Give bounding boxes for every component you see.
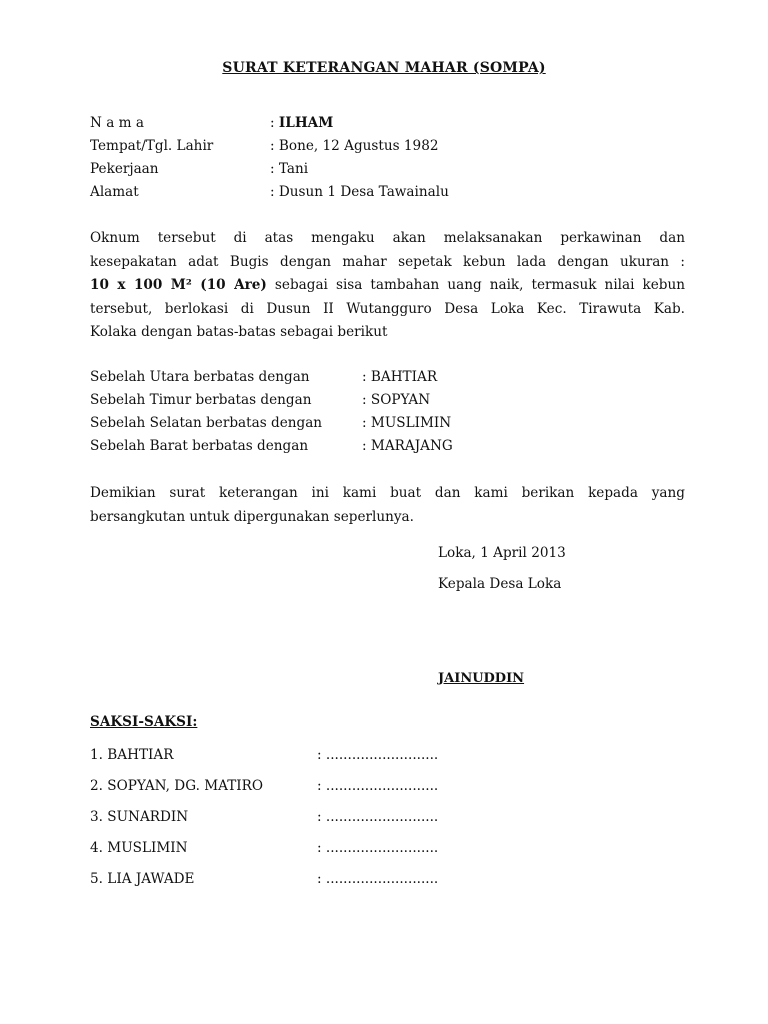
signature-position: Kepala Desa Loka: [438, 576, 562, 592]
identity-label: Pekerjaan: [90, 161, 159, 177]
identity-value: [270, 113, 333, 133]
witness-signature-line: : ..........................: [317, 809, 439, 825]
boundary-label: Sebelah Barat berbatas dengan: [90, 438, 309, 454]
paragraph-line: Oknum tersebut di atas mengaku akan melaksanakan perkawinan dan: [90, 230, 685, 246]
identity-label: N a m a: [90, 115, 144, 131]
paragraph-line: Kolaka dengan batas-batas sebagai berikut: [90, 324, 388, 340]
paragraph-line: kesepakatan adat Bugis dengan mahar sepetak kebun lada dengan ukuran :: [90, 253, 685, 270]
witness-name: 1. BAHTIAR: [90, 747, 174, 763]
paragraph-line: [90, 274, 685, 298]
witness-signature-line: : ..........................: [317, 747, 439, 763]
boundary-value: : SOPYAN: [362, 392, 431, 408]
boundary-label: Sebelah Timur berbatas dengan: [90, 392, 312, 408]
paragraph-line: bersangkutan untuk dipergunakan seperlunya.: [90, 508, 414, 525]
witness-signature-line: : ..........................: [317, 778, 439, 794]
witness-name: 5. LIA JAWADE: [90, 871, 195, 887]
identity-label: Alamat: [90, 184, 139, 200]
identity-value: : Bone, 12 Agustus 1982: [270, 138, 439, 154]
document-title: SURAT KETERANGAN MAHAR (SOMPA): [222, 60, 546, 76]
identity-value: : Dusun 1 Desa Tawainalu: [270, 184, 449, 200]
paragraph-line: tersebut, berlokasi di Dusun II Wutangguro Desa Loka Kec. Tirawuta Kab.: [90, 300, 685, 317]
identity-colon: :: [270, 115, 279, 131]
boundary-value: : BAHTIAR: [362, 369, 438, 385]
witness-signature-line: : ..........................: [317, 840, 439, 856]
dowry-size: 10 x 100 M² (10 Are): [90, 277, 267, 293]
boundary-label: Sebelah Utara berbatas dengan: [90, 369, 310, 385]
paragraph-line: Demikian surat keterangan ini kami buat dan kami berikan kepada yang: [90, 485, 685, 501]
boundary-label: Sebelah Selatan berbatas dengan: [90, 415, 323, 431]
boundary-value: : MARAJANG: [362, 438, 453, 454]
boundary-value: : MUSLIMIN: [362, 415, 452, 431]
witness-name: 3. SUNARDIN: [90, 809, 189, 825]
signature-place-date: Loka, 1 April 2013: [438, 545, 566, 561]
witness-signature-line: : ..........................: [317, 871, 439, 887]
witnesses-title: SAKSI-SAKSI:: [90, 714, 198, 730]
identity-name-value: ILHAM: [278, 115, 334, 131]
paragraph-closing: [90, 482, 685, 529]
identity-label: Tempat/Tgl. Lahir: [90, 138, 214, 154]
witness-name: 2. SOPYAN, DG. MATIRO: [90, 778, 264, 794]
witness-name: 4. MUSLIMIN: [90, 840, 188, 856]
identity-value: : Tani: [270, 161, 309, 177]
paragraph-line-rest: sebagai sisa tambahan uang naik, termasuk nilai kebun: [266, 277, 686, 293]
paragraph-statement: [90, 227, 685, 345]
signatory-name: JAINUDDIN: [438, 671, 525, 686]
